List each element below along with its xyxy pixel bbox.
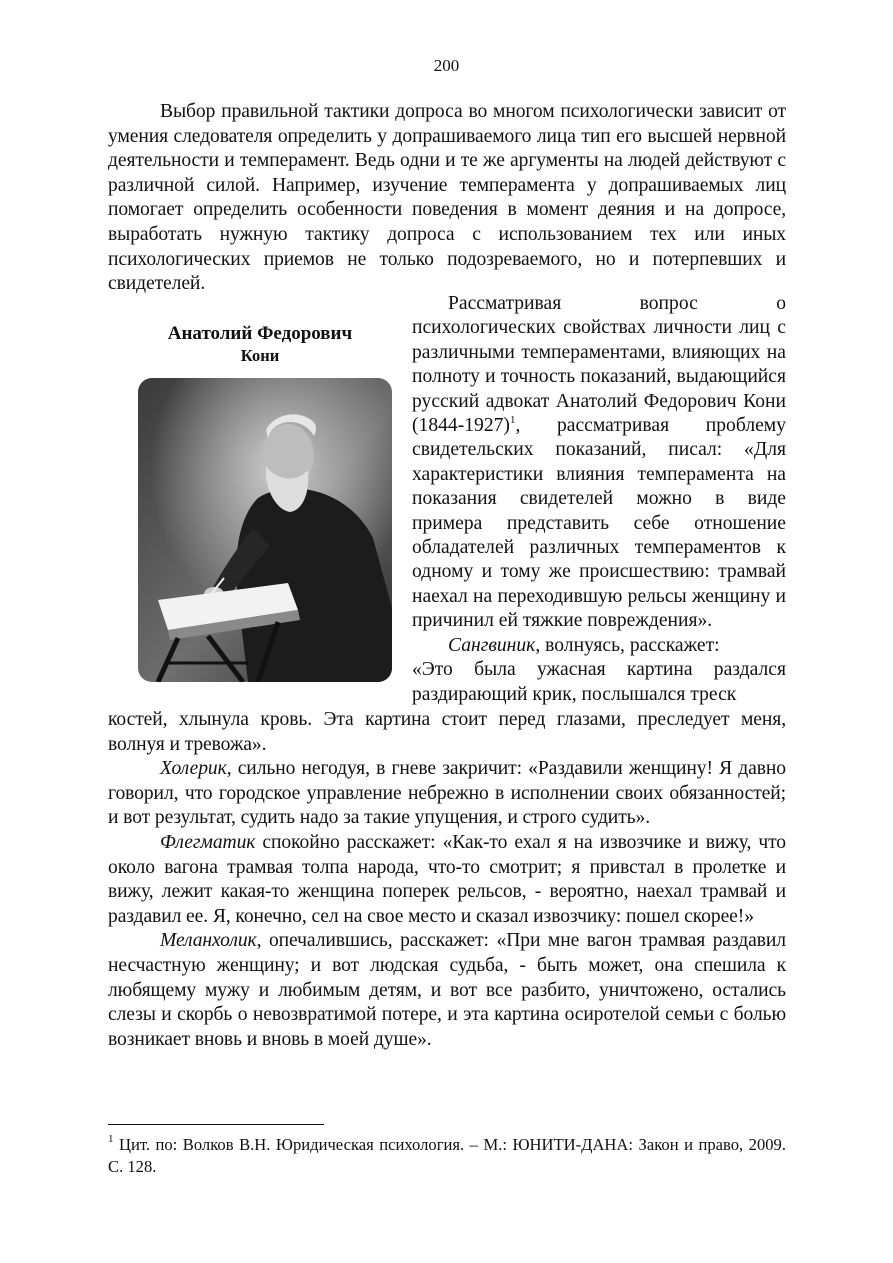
- figure-caption-surname: Кони: [240, 346, 280, 365]
- intro-section: [108, 100, 786, 297]
- page-number: 200: [433, 56, 460, 75]
- melancholic-paragraph: [108, 929, 786, 1052]
- koni-paragraph: [412, 292, 786, 634]
- melancholic-text: , опечалившись, расскажет: «При мне вагон трамвая раздавил несчастную женщину; и вот людская судьба, - быть может, она спешила к любящему мужу и любимым детям, и вот все разбито, уничтожено, остались слезы и скорбь о невозвратимой потере, и эта картина осиротелой семьи с болью возникает вновь и вновь в моей душе».: [108, 930, 786, 1050]
- koni-text-after: , рассматривая проблему свидетельских показаний, писал: «Для характеристики влияния темперамента на показания свидетелей можно в виде примера представить себе отношение обладателей различных темпераментов к одному и тому же происшествию: трамвай наехал на переходившую рельсы женщину и причинил ей тяжкие повреждения».: [412, 415, 786, 632]
- sanguine-intro: [412, 634, 786, 658]
- temperaments-section: [108, 708, 786, 1052]
- intro-paragraph: Выбор правильной тактики допроса во многом психологически зависит от умения следователя определить у допрашиваемого лица тип его высшей нервной деятельности и темперамент. Ведь одни и те же аргументы на людей действуют с различной силой. Например, изучение темперамента у допрашиваемых лиц помогает определить особенности поведения в момент деяния и на допросе, выработать нужную тактику допроса с использованием тех или иных психологических приемов не только подозреваемого, но и потерпевших и свидетелей.: [108, 101, 786, 295]
- footnote-reference[interactable]: 1: [509, 414, 516, 427]
- sanguine-intro-text: , волнуясь, расскажет:: [535, 634, 720, 656]
- portrait-photo: [138, 378, 392, 682]
- koni-column: [412, 292, 786, 707]
- portrait-figure: [124, 322, 396, 682]
- footnote-divider: [108, 1124, 324, 1125]
- choleric-text: , сильно негодуя, в гневе закричит: «Раздавили женщину! Я давно говорил, что городское управление небрежно в исполнении своих обязанностей; и вот результат, судить надо за такие упущения, и строго судить».: [108, 758, 786, 829]
- phlegmatic-paragraph: [108, 831, 786, 929]
- footnote-marker: 1: [108, 1133, 114, 1145]
- choleric-term: Холерик: [160, 758, 227, 780]
- footnote: [108, 1134, 786, 1178]
- sanguine-quote-end: костей, хлынула кровь. Эта картина стоит перед глазами, преследует меня, волнуя и тревожа».: [108, 709, 786, 755]
- figure-caption-name: Анатолий Федорович: [167, 323, 353, 344]
- sanguine-quote-start: «Это была ужасная картина раздался раздирающий крик, послышался треск: [412, 659, 786, 705]
- phlegmatic-text: спокойно расскажет: «Как-то ехал я на извозчике и вижу, что около вагона трамвая толпа народа, что-то смотрит; я привстал в пролетке и вижу, лежит какая-то женщина поперек рельсов, - вероятно, наехал трамвай и раздавил ее. Я, конечно, сел на свое место и сказал извозчику: пошел скорее!»: [108, 831, 786, 927]
- footnote-text: Цит. по: Волков В.Н. Юридическая психология. – М.: ЮНИТИ-ДАНА: Закон и право, 2009. С. 128.: [108, 1135, 786, 1176]
- phlegmatic-term: Флегматик: [160, 831, 256, 853]
- melancholic-term: Меланхолик: [160, 930, 257, 952]
- koni-text-before: Рассматривая вопрос о психологических свойствах личности лиц с различными темпераментами, влияющих на полноту и точность показаний, выдающийся русский адвокат Анатолий Федорович Кони (1844-1927): [412, 293, 786, 437]
- sanguine-term: Сангвиник: [448, 634, 536, 656]
- choleric-paragraph: [108, 757, 786, 831]
